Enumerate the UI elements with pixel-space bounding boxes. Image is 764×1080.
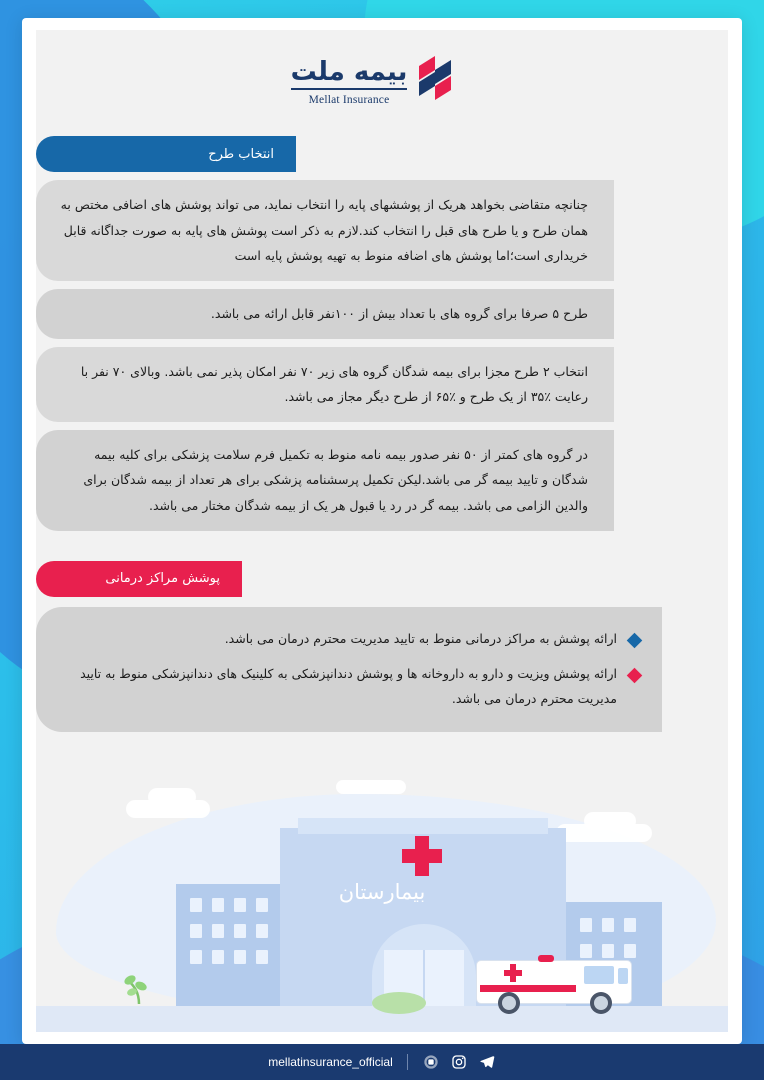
coverage-bullet-list [36,607,662,732]
section-header-plan-selection: انتخاب طرح [36,136,296,172]
list-item [56,621,644,656]
ambulance-icon [476,952,632,1014]
building-main-roof [298,818,548,834]
paragraph-plan-3: انتخاب ۲ طرح مجزا برای بیمه شدگان گروه های زیر ۷۰ نفر امکان پذیر نمی باشد. وبالای ۷۰ نفر با رعایت ٪۳۵ از یک طرح و ٪۶۵ از طرح دیگر مجاز می باشد. [36,347,614,422]
footer-divider [407,1054,408,1070]
window [580,918,592,932]
section-header-row-coverage [36,531,728,597]
window [602,918,614,932]
section-header-row-plan [36,106,728,172]
social-handle: mellatinsurance_official [268,1055,393,1069]
content-card-inner [36,30,728,1032]
footer-bar [0,1044,764,1080]
hospital-illustration [36,772,728,1032]
brand-name-fa: بیمه ملت [290,56,408,87]
cloud-icon [336,780,406,794]
medical-cross-icon [402,849,442,863]
window [190,924,202,938]
window [234,950,246,964]
cloud-icon [584,812,636,830]
list-item-label: ارائه پوشش ویزیت و دارو به داروخانه ها و پوشش دندانپزشکی به کلینیک های دندانپزشکی منوط به تایید مدیریت محترم درمان می باشد. [80,665,617,706]
brand-name-en: Mellat Insurance [308,93,390,106]
paragraph-plan-4: در گروه های کمتر از ۵۰ نفر صدور بیمه نامه منوط به تکمیل فرم سلامت پزشکی برای کلیه بیمه شدگان و تایید بیمه گر می باشد.لیکن تکمیل پرسشنامه پزشکی برای هر تعداد از بیمه شدگان برای والدین الزامی می باشد. بیمه گر در رد یا قبول هر یک از بیمه شدگان مختار می باشد. [36,430,614,531]
section-header-treatment-coverage: پوشش مراکز درمانی [36,561,242,597]
list-item-label: ارائه پوشش به مراکز درمانی منوط به تایید مدیریت محترم درمان می باشد. [224,630,617,646]
hospital-sign: بیمارستان [338,880,426,904]
window [256,924,268,938]
instagram-icon[interactable] [450,1053,468,1071]
cloud-icon [148,788,196,806]
window [212,924,224,938]
window [190,950,202,964]
content-card [22,18,742,1044]
brand-logo [36,30,728,106]
window [624,918,636,932]
brand-rule [291,88,408,90]
telegram-icon[interactable] [478,1053,496,1071]
diamond-red-icon [627,667,643,683]
aparat-icon[interactable] [422,1053,440,1071]
diamond-blue-icon [627,632,643,648]
window [256,950,268,964]
window [212,950,224,964]
window [234,924,246,938]
list-item [56,656,644,716]
plant-icon [124,970,154,1008]
bush-icon [372,992,426,1014]
mellat-logo-icon [415,54,473,106]
paragraph-plan-2: طرح ۵ صرفا برای گروه های با تعداد بیش از ۱۰۰نفر قابل ارائه می باشد. [36,289,614,339]
paragraph-plan-1: چنانچه متقاضی بخواهد هریک از پوششهای پایه را انتخاب نماید، می تواند پوشش های اضافی مختص به همان طرح و یا طرح های قبل را انتخاب کند.لازم به ذکر است پوشش های پایه به صورت جداگانه قابل خریداری است؛اما پوشش های اضافه منوط به تهیه پوشش پایه است [36,180,614,281]
